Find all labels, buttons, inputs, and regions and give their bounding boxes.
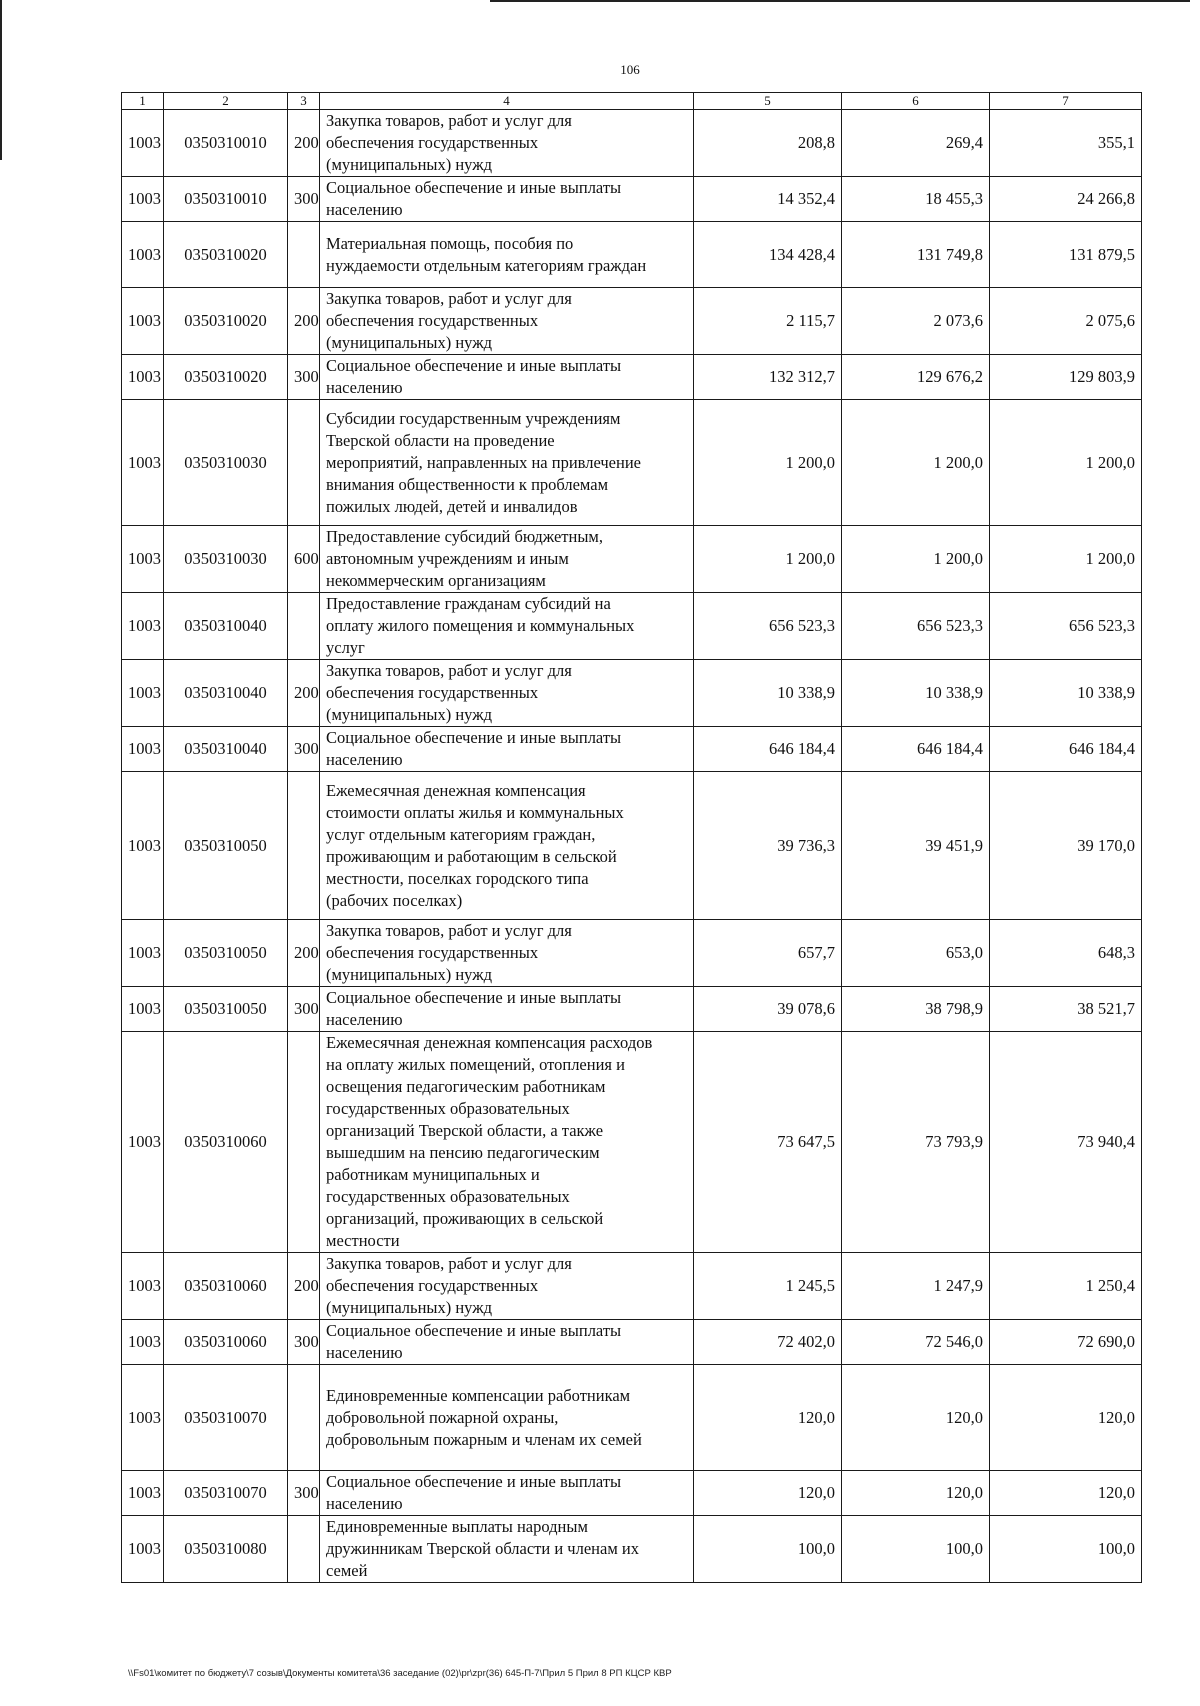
value-col6-cell: 1 200,0	[842, 526, 990, 593]
target-code-cell: 0350310060	[164, 1032, 288, 1253]
value-col6-cell: 18 455,3	[842, 177, 990, 222]
column-header-7: 7	[990, 93, 1142, 110]
expense-type-code-cell: 200	[288, 110, 320, 177]
target-code-cell: 0350310040	[164, 660, 288, 727]
value-col6-cell: 2 073,6	[842, 288, 990, 355]
expense-type-code-cell	[288, 400, 320, 526]
value-col5-cell: 39 736,3	[694, 772, 842, 920]
value-col7-cell: 1 200,0	[990, 400, 1142, 526]
description-cell: Единовременные выплаты народным дружинникам Тверской области и членам их семей	[320, 1516, 694, 1583]
table-body	[122, 110, 1142, 1583]
value-col6-cell: 10 338,9	[842, 660, 990, 727]
value-col7-cell: 2 075,6	[990, 288, 1142, 355]
description-cell: Ежемесячная денежная компенсация стоимости оплаты жилья и коммунальных услуг отдельным категориям граждан, проживающим и работающим в сельской местности, поселках городского типа (рабочих поселках)	[320, 772, 694, 920]
value-col7-cell: 73 940,4	[990, 1032, 1142, 1253]
table-row	[122, 1032, 1142, 1253]
table-row	[122, 1516, 1142, 1583]
value-col7-cell: 355,1	[990, 110, 1142, 177]
value-col5-cell: 73 647,5	[694, 1032, 842, 1253]
table-row	[122, 772, 1142, 920]
value-col5-cell: 134 428,4	[694, 222, 842, 288]
target-code-cell: 0350310040	[164, 727, 288, 772]
section-code-cell: 1003	[122, 1516, 164, 1583]
description-cell: Субсидии государственным учреждениям Тверской области на проведение мероприятий, направленных на привлечение внимания общественности к проблемам пожилых людей, детей и инвалидов	[320, 400, 694, 526]
expense-type-code-cell: 300	[288, 1320, 320, 1365]
section-code-cell: 1003	[122, 920, 164, 987]
table-row	[122, 727, 1142, 772]
value-col5-cell: 646 184,4	[694, 727, 842, 772]
section-code-cell: 1003	[122, 1320, 164, 1365]
value-col6-cell: 73 793,9	[842, 1032, 990, 1253]
target-code-cell: 0350310030	[164, 526, 288, 593]
expense-type-code-cell	[288, 1365, 320, 1471]
expense-type-code-cell: 300	[288, 177, 320, 222]
file-path-footer: \\Fs01\комитет по бюджету\7 созыв\Документы комитета\36 заседание (02)\pr\zpr(36) 645-П-7\Прил 5 Прил 8 РП КЦСР КВР	[128, 1668, 672, 1679]
table-row	[122, 222, 1142, 288]
section-code-cell: 1003	[122, 526, 164, 593]
table-row	[122, 1320, 1142, 1365]
description-cell: Социальное обеспечение и иные выплаты населению	[320, 177, 694, 222]
expense-type-code-cell: 300	[288, 355, 320, 400]
target-code-cell: 0350310030	[164, 400, 288, 526]
value-col7-cell: 1 250,4	[990, 1253, 1142, 1320]
value-col7-cell: 39 170,0	[990, 772, 1142, 920]
expense-type-code-cell: 300	[288, 1471, 320, 1516]
value-col6-cell: 72 546,0	[842, 1320, 990, 1365]
value-col5-cell: 14 352,4	[694, 177, 842, 222]
value-col5-cell: 657,7	[694, 920, 842, 987]
target-code-cell: 0350310050	[164, 987, 288, 1032]
expense-type-code-cell: 200	[288, 920, 320, 987]
target-code-cell: 0350310070	[164, 1471, 288, 1516]
value-col7-cell: 10 338,9	[990, 660, 1142, 727]
description-cell: Закупка товаров, работ и услуг для обеспечения государственных (муниципальных) нужд	[320, 920, 694, 987]
expense-type-code-cell	[288, 1516, 320, 1583]
table-header	[122, 93, 1142, 110]
expense-type-code-cell: 300	[288, 987, 320, 1032]
description-cell: Закупка товаров, работ и услуг для обеспечения государственных (муниципальных) нужд	[320, 110, 694, 177]
value-col5-cell: 2 115,7	[694, 288, 842, 355]
value-col6-cell: 131 749,8	[842, 222, 990, 288]
description-cell: Социальное обеспечение и иные выплаты населению	[320, 987, 694, 1032]
section-code-cell: 1003	[122, 660, 164, 727]
expense-type-code-cell	[288, 593, 320, 660]
table-row	[122, 987, 1142, 1032]
description-cell: Ежемесячная денежная компенсация расходов на оплату жилых помещений, отопления и освещения педагогическим работникам государственных образовательных организаций Тверской области, а также вышедшим на пенсию педагогическим работникам муниципальных и государственных образовательных организаций, проживающих в сельской местности	[320, 1032, 694, 1253]
table-row	[122, 288, 1142, 355]
column-header-6: 6	[842, 93, 990, 110]
expense-type-code-cell	[288, 222, 320, 288]
scan-edge-top	[490, 0, 1190, 2]
target-code-cell: 0350310020	[164, 288, 288, 355]
value-col5-cell: 39 078,6	[694, 987, 842, 1032]
target-code-cell: 0350310020	[164, 355, 288, 400]
value-col5-cell: 120,0	[694, 1471, 842, 1516]
table-row	[122, 660, 1142, 727]
column-header-3: 3	[288, 93, 320, 110]
value-col7-cell: 648,3	[990, 920, 1142, 987]
value-col6-cell: 656 523,3	[842, 593, 990, 660]
scan-edge-left	[0, 0, 2, 160]
value-col5-cell: 656 523,3	[694, 593, 842, 660]
description-cell: Закупка товаров, работ и услуг для обеспечения государственных (муниципальных) нужд	[320, 288, 694, 355]
value-col6-cell: 38 798,9	[842, 987, 990, 1032]
section-code-cell: 1003	[122, 987, 164, 1032]
target-code-cell: 0350310050	[164, 920, 288, 987]
value-col5-cell: 72 402,0	[694, 1320, 842, 1365]
section-code-cell: 1003	[122, 355, 164, 400]
value-col6-cell: 269,4	[842, 110, 990, 177]
value-col6-cell: 129 676,2	[842, 355, 990, 400]
description-cell: Закупка товаров, работ и услуг для обеспечения государственных (муниципальных) нужд	[320, 1253, 694, 1320]
value-col7-cell: 120,0	[990, 1365, 1142, 1471]
value-col7-cell: 129 803,9	[990, 355, 1142, 400]
expense-type-code-cell	[288, 1032, 320, 1253]
target-code-cell: 0350310080	[164, 1516, 288, 1583]
value-col6-cell: 120,0	[842, 1365, 990, 1471]
section-code-cell: 1003	[122, 110, 164, 177]
column-header-5: 5	[694, 93, 842, 110]
column-header-2: 2	[164, 93, 288, 110]
description-cell: Материальная помощь, пособия по нуждаемости отдельным категориям граждан	[320, 222, 694, 288]
expense-type-code-cell: 300	[288, 727, 320, 772]
value-col7-cell: 131 879,5	[990, 222, 1142, 288]
expense-type-code-cell	[288, 772, 320, 920]
section-code-cell: 1003	[122, 1365, 164, 1471]
target-code-cell: 0350310040	[164, 593, 288, 660]
page-number: 106	[620, 62, 640, 77]
target-code-cell: 0350310070	[164, 1365, 288, 1471]
table-row	[122, 110, 1142, 177]
section-code-cell: 1003	[122, 288, 164, 355]
value-col7-cell: 1 200,0	[990, 526, 1142, 593]
value-col5-cell: 132 312,7	[694, 355, 842, 400]
description-cell: Социальное обеспечение и иные выплаты населению	[320, 1471, 694, 1516]
target-code-cell: 0350310060	[164, 1320, 288, 1365]
value-col7-cell: 120,0	[990, 1471, 1142, 1516]
section-code-cell: 1003	[122, 400, 164, 526]
value-col5-cell: 208,8	[694, 110, 842, 177]
target-code-cell: 0350310010	[164, 110, 288, 177]
value-col6-cell: 646 184,4	[842, 727, 990, 772]
table-row	[122, 1365, 1142, 1471]
section-code-cell: 1003	[122, 593, 164, 660]
section-code-cell: 1003	[122, 1253, 164, 1320]
section-code-cell: 1003	[122, 1032, 164, 1253]
column-header-1: 1	[122, 93, 164, 110]
description-cell: Социальное обеспечение и иные выплаты населению	[320, 355, 694, 400]
target-code-cell: 0350310010	[164, 177, 288, 222]
description-cell: Социальное обеспечение и иные выплаты населению	[320, 1320, 694, 1365]
target-code-cell: 0350310050	[164, 772, 288, 920]
table-row	[122, 920, 1142, 987]
description-cell: Предоставление гражданам субсидий на оплату жилого помещения и коммунальных услуг	[320, 593, 694, 660]
value-col7-cell: 656 523,3	[990, 593, 1142, 660]
section-code-cell: 1003	[122, 177, 164, 222]
table-row	[122, 593, 1142, 660]
value-col5-cell: 10 338,9	[694, 660, 842, 727]
expense-type-code-cell: 200	[288, 660, 320, 727]
value-col6-cell: 100,0	[842, 1516, 990, 1583]
expense-type-code-cell: 600	[288, 526, 320, 593]
section-code-cell: 1003	[122, 222, 164, 288]
table-row	[122, 1253, 1142, 1320]
value-col7-cell: 24 266,8	[990, 177, 1142, 222]
value-col6-cell: 653,0	[842, 920, 990, 987]
value-col5-cell: 1 245,5	[694, 1253, 842, 1320]
expense-type-code-cell: 200	[288, 1253, 320, 1320]
table-row	[122, 177, 1142, 222]
expense-type-code-cell: 200	[288, 288, 320, 355]
value-col5-cell: 100,0	[694, 1516, 842, 1583]
description-cell: Социальное обеспечение и иные выплаты населению	[320, 727, 694, 772]
table-row	[122, 400, 1142, 526]
value-col7-cell: 646 184,4	[990, 727, 1142, 772]
table-row	[122, 355, 1142, 400]
description-cell: Закупка товаров, работ и услуг для обеспечения государственных (муниципальных) нужд	[320, 660, 694, 727]
description-cell: Предоставление субсидий бюджетным, автономным учреждениям и иным некоммерческим организациям	[320, 526, 694, 593]
value-col5-cell: 1 200,0	[694, 400, 842, 526]
value-col6-cell: 1 247,9	[842, 1253, 990, 1320]
budget-table	[121, 92, 1142, 1583]
value-col5-cell: 120,0	[694, 1365, 842, 1471]
value-col5-cell: 1 200,0	[694, 526, 842, 593]
value-col7-cell: 72 690,0	[990, 1320, 1142, 1365]
value-col6-cell: 120,0	[842, 1471, 990, 1516]
section-code-cell: 1003	[122, 1471, 164, 1516]
target-code-cell: 0350310020	[164, 222, 288, 288]
value-col6-cell: 39 451,9	[842, 772, 990, 920]
section-code-cell: 1003	[122, 727, 164, 772]
table-row	[122, 1471, 1142, 1516]
value-col7-cell: 100,0	[990, 1516, 1142, 1583]
description-cell: Единовременные компенсации работникам добровольной пожарной охраны, добровольным пожарным и членам их семей	[320, 1365, 694, 1471]
column-header-4: 4	[320, 93, 694, 110]
target-code-cell: 0350310060	[164, 1253, 288, 1320]
section-code-cell: 1003	[122, 772, 164, 920]
value-col6-cell: 1 200,0	[842, 400, 990, 526]
value-col7-cell: 38 521,7	[990, 987, 1142, 1032]
table-row	[122, 526, 1142, 593]
